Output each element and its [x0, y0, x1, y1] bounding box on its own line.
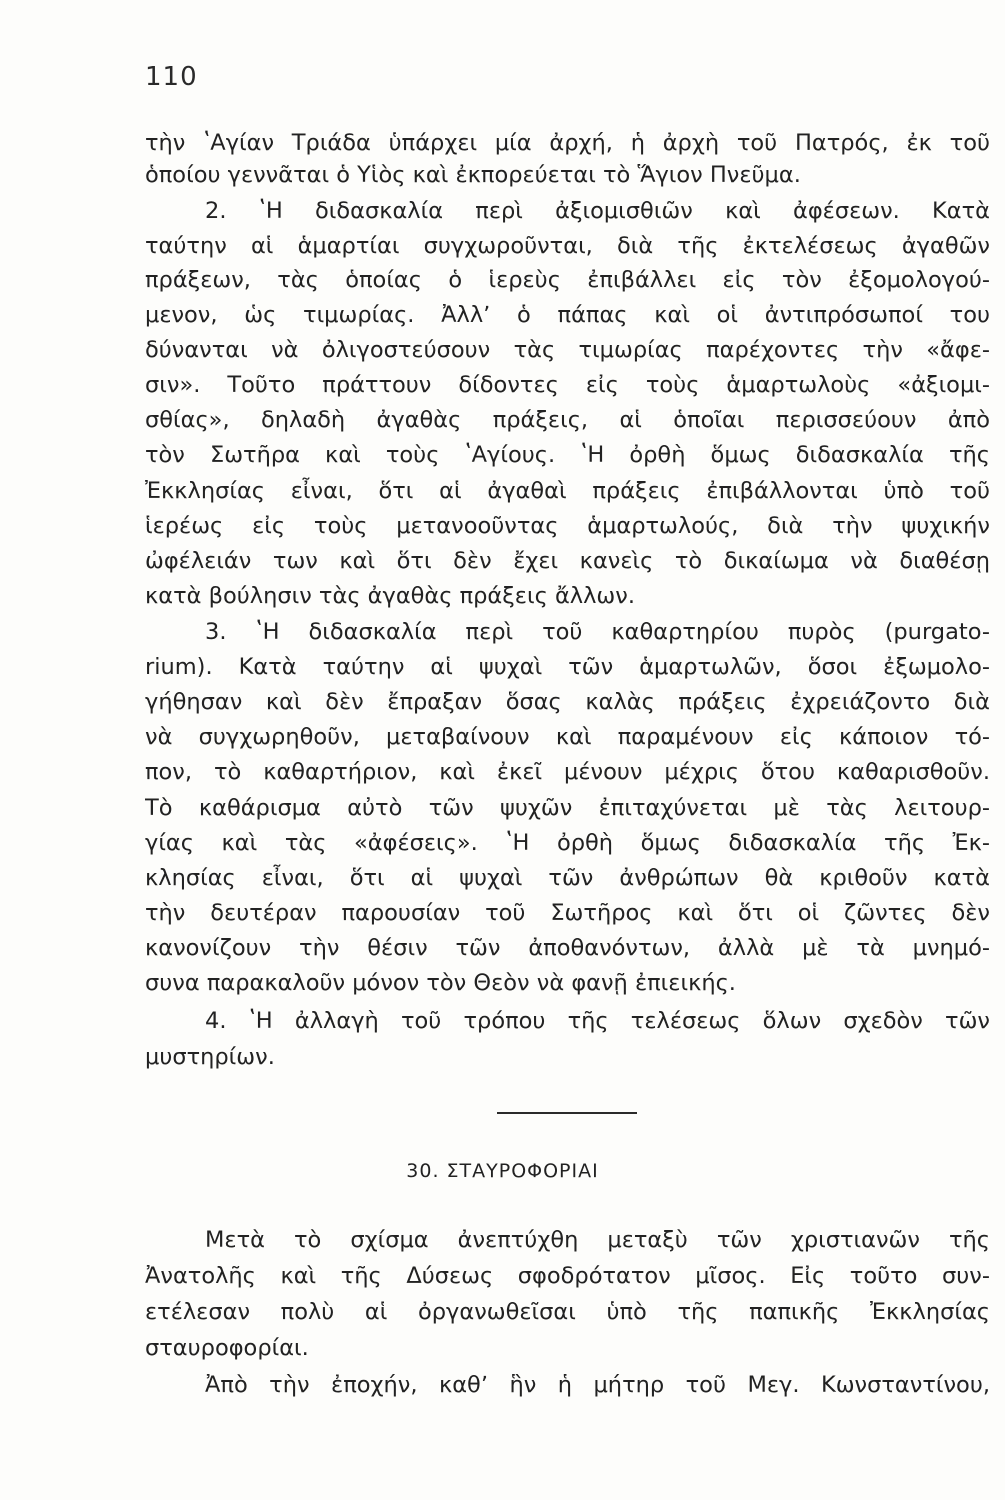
text-line: κατὰ βούλησιν τὰς ἀγαθὰς πράξεις ἄλλων. — [145, 583, 635, 609]
text-line: τὴν δευτέραν παρουσίαν τοῦ Σωτῆρος καὶ ὅτι οἱ ζῶντες δὲν — [145, 900, 990, 926]
text-line: Τὸ καθάρισμα αὐτὸ τῶν ψυχῶν ἐπιταχύνεται μὲ τὰς λειτουρ- — [145, 795, 990, 821]
text-line: κλησίας εἶναι, ὅτι αἱ ψυχαὶ τῶν ἀνθρώπων θὰ κριθοῦν κατὰ — [145, 865, 990, 891]
paragraph-2-start: 2. ʽΗ διδασκαλία περὶ ἀξιομισθιῶν καὶ ἀφέσεων. Κατὰ — [205, 198, 990, 224]
text-line: σθίας», δηλαδὴ ἀγαθὰς πράξεις, αἱ ὁποῖαι περισσεύουν ἀπὸ — [145, 407, 990, 433]
text-line: δύνανται νὰ ὀλιγοστεύσουν τὰς τιμωρίας παρέχοντες τὴν «ἄφε- — [145, 337, 990, 363]
paragraph-3-start: 3. ʽΗ διδασκαλία περὶ τοῦ καθαρτηρίου πυρὸς (purgato- — [205, 619, 990, 645]
text-line: τὴν ʽΑγίαν Τριάδα ὑπάρχει μία ἀρχή, ἡ ἀρχὴ τοῦ Πατρός, ἐκ τοῦ — [145, 130, 990, 156]
text-line: rium). Κατὰ ταύτην αἱ ψυχαὶ τῶν ἁμαρτωλῶν, ὅσοι ἐξωμολο- — [145, 654, 990, 680]
text-line: μυστηρίων. — [145, 1044, 275, 1070]
text-line: σταυροφορίαι. — [145, 1335, 309, 1361]
text-line: νὰ συγχωρηθοῦν, μεταβαίνουν καὶ παραμένουν εἰς κάποιον τό- — [145, 724, 990, 750]
text-line: κανονίζουν τὴν θέσιν τῶν ἀποθανόντων, ἀλλὰ μὲ τὰ μνημό- — [145, 935, 990, 961]
text-line: ταύτην αἱ ἁμαρτίαι συγχωροῦνται, διὰ τῆς ἐκτελέσεως ἀγαθῶν — [145, 233, 990, 259]
section-paragraph-start: Μετὰ τὸ σχίσμα ἀνεπτύχθη μεταξὺ τῶν χριστιανῶν τῆς — [205, 1227, 990, 1253]
text-line: συνα παρακαλοῦν μόνον τὸν Θεὸν νὰ φανῇ ἐπιεικής. — [145, 970, 736, 996]
text-line: πράξεων, τὰς ὁποίας ὁ ἱερεὺς ἐπιβάλλει εἰς τὸν ἐξομολογού- — [145, 267, 990, 293]
section-paragraph-2-start: Ἀπὸ τὴν ἐποχήν, καθʼ ἣν ἡ μήτηρ τοῦ Μεγ. Κωνσταντίνου, — [205, 1372, 990, 1398]
text-line: ὁποίου γεννᾶται ὁ Υἱὸς καὶ ἐκπορεύεται τὸ Ἅγιον Πνεῦμα. — [145, 162, 801, 188]
text-line: ετέλεσαν πολὺ αἱ ὀργανωθεῖσαι ὑπὸ τῆς παπικῆς Ἐκκλησίας — [145, 1299, 990, 1325]
text-line: γίας καὶ τὰς «ἀφέσεις». ʽΗ ὀρθὴ ὅμως διδασκαλία τῆς Ἐκ- — [145, 830, 990, 856]
text-line: ὠφέλειάν των καὶ ὅτι δὲν ἔχει κανεὶς τὸ δικαίωμα νὰ διαθέσῃ — [145, 548, 990, 574]
text-line: σιν». Τοῦτο πράττουν δίδοντες εἰς τοὺς ἁμαρτωλοὺς «ἀξιομι- — [145, 372, 990, 398]
paragraph-4-start: 4. ʽΗ ἀλλαγὴ τοῦ τρόπου τῆς τελέσεως ὅλων σχεδὸν τῶν — [205, 1008, 990, 1034]
text-line: τὸν Σωτῆρα καὶ τοὺς ʽΑγίους. ʽΗ ὀρθὴ ὅμως διδασκαλία τῆς — [145, 442, 990, 468]
text-line: Ἐκκλησίας εἶναι, ὅτι αἱ ἀγαθαὶ πράξεις ἐπιβάλλονται ὑπὸ τοῦ — [145, 478, 990, 504]
text-line: ἱερέως εἰς τοὺς μετανοοῦντας ἁμαρτωλούς, διὰ τὴν ψυχικήν — [145, 513, 990, 539]
page-number: 110 — [145, 62, 198, 92]
section-divider — [497, 1112, 637, 1114]
text-line: πον, τὸ καθαρτήριον, καὶ ἐκεῖ μένουν μέχρις ὅτου καθαρισθοῦν. — [145, 759, 990, 785]
text-line: Ἀνατολῆς καὶ τῆς Δύσεως σφοδρότατον μῖσος. Εἰς τοῦτο συν- — [145, 1263, 990, 1289]
text-line: γήθησαν καὶ δὲν ἔπραξαν ὅσας καλὰς πράξεις ἐχρειάζοντο διὰ — [145, 689, 990, 715]
section-heading: 30. ΣΤΑΥΡΟΦΟΡΙΑΙ — [406, 1160, 599, 1182]
text-line: μενον, ὡς τιμωρίας. Ἀλλʼ ὁ πάπας καὶ οἱ ἀντιπρόσωποί του — [145, 302, 990, 328]
